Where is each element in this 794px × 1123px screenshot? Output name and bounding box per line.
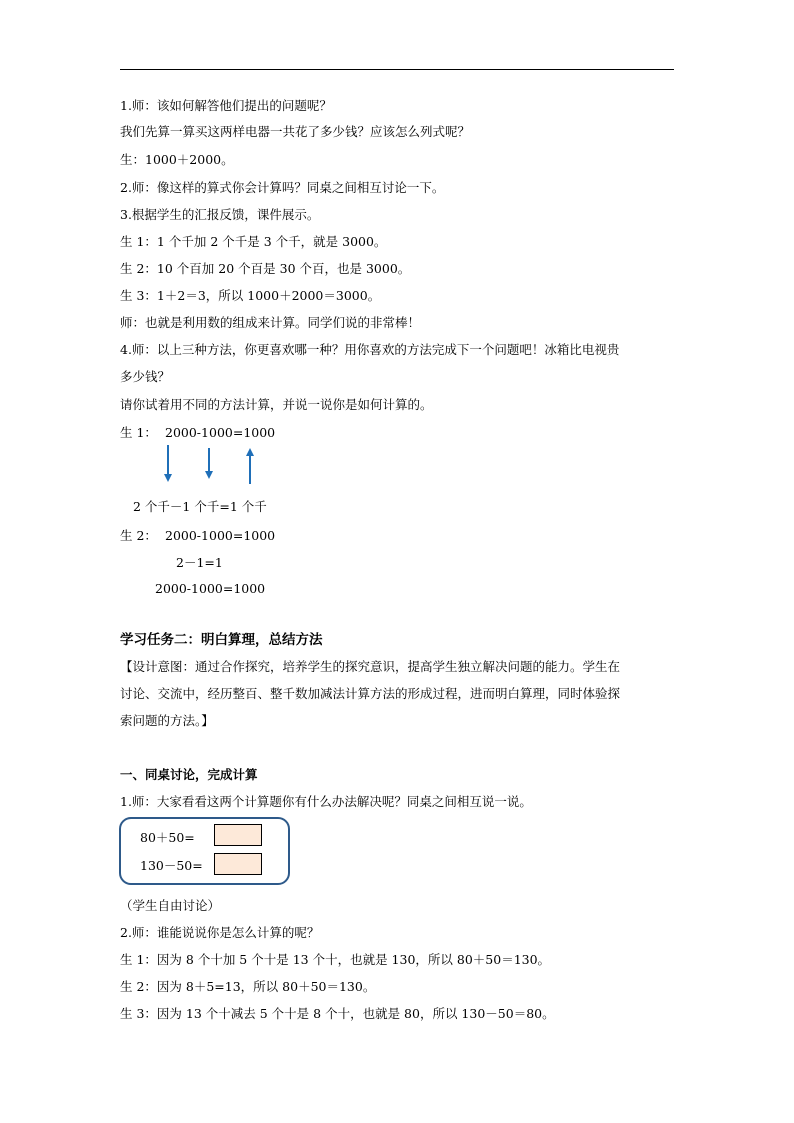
answer-box[interactable]	[214, 824, 262, 846]
text-line: 生 3：1＋2＝3，所以 1000＋2000＝3000。	[120, 288, 381, 303]
text-line: 我们先算一算买这两样电器一共花了多少钱？应该怎么列式呢？	[120, 124, 471, 139]
text-line: 生 2：因为 8＋5=13，所以 80＋50＝130。	[120, 979, 376, 994]
calc-expression: 130－50=	[140, 858, 203, 873]
up-arrow-icon	[246, 448, 254, 484]
text-line: 1.师：该如何解答他们提出的问题呢？	[120, 98, 332, 113]
section-title: 学习任务二：明白算理，总结方法	[120, 632, 323, 648]
text-line: 生 1：因为 8 个十加 5 个十是 13 个十，也就是 130，所以 80＋50＝130。	[120, 952, 551, 967]
down-arrow-icon	[164, 445, 172, 482]
text-line: 生 3：因为 13 个十减去 5 个十是 8 个十，也就是 80，所以 130－50＝80。	[120, 1006, 555, 1021]
text-line: 师：也就是利用数的组成来计算。同学们说的非常棒！	[120, 315, 421, 330]
down-arrow-icon	[205, 448, 213, 479]
header-rule	[120, 69, 674, 70]
text-line: 2.师：像这样的算式你会计算吗？同桌之间相互讨论一下。	[120, 180, 445, 195]
student1-label: 生 1：	[120, 425, 157, 440]
design-intent: 索问题的方法。】	[120, 713, 214, 728]
text-line: （学生自由讨论）	[120, 898, 221, 913]
student2-label: 生 2：	[120, 528, 157, 543]
student2-equation: 2000-1000=1000	[165, 528, 276, 543]
design-intent: 讨论、交流中，经历整百、整千数加减法计算方法的形成过程，进而明白算理，同时体验探	[120, 686, 621, 701]
calc-problem-box	[119, 817, 290, 885]
student2-step: 2－1=1	[176, 555, 223, 570]
calc-expression: 80＋50=	[140, 830, 195, 845]
answer-box[interactable]	[214, 853, 262, 875]
text-line: 请你试着用不同的方法计算，并说一说你是如何计算的。	[120, 397, 433, 412]
student1-words: 2 个千－1 个千=1 个千	[133, 499, 267, 514]
text-line: 生 2：10 个百加 20 个百是 30 个百，也是 3000。	[120, 261, 411, 276]
text-line: 多少钱？	[120, 369, 171, 384]
student2-result: 2000-1000=1000	[155, 581, 266, 596]
design-intent: 【设计意图：通过合作探究，培养学生的探究意识，提高学生独立解决问题的能力。学生在	[120, 659, 621, 674]
text-line: 4.师：以上三种方法，你更喜欢哪一种？用你喜欢的方法完成下一个问题吧！冰箱比电视贵	[120, 342, 620, 357]
student1-equation: 2000-1000=1000	[165, 425, 276, 440]
text-line: 生 1：1 个千加 2 个千是 3 个千，就是 3000。	[120, 234, 387, 249]
text-line: 3.根据学生的汇报反馈，课件展示。	[120, 207, 320, 222]
subsection-title: 一、同桌讨论，完成计算	[120, 767, 258, 782]
text-line: 2.师：谁能说说你是怎么计算的呢？	[120, 925, 320, 940]
text-line: 1.师：大家看看这两个计算题你有什么办法解决呢？同桌之间相互说一说。	[120, 794, 532, 809]
arrow-diagram	[150, 440, 270, 488]
text-line: 生：1000＋2000。	[120, 152, 234, 167]
